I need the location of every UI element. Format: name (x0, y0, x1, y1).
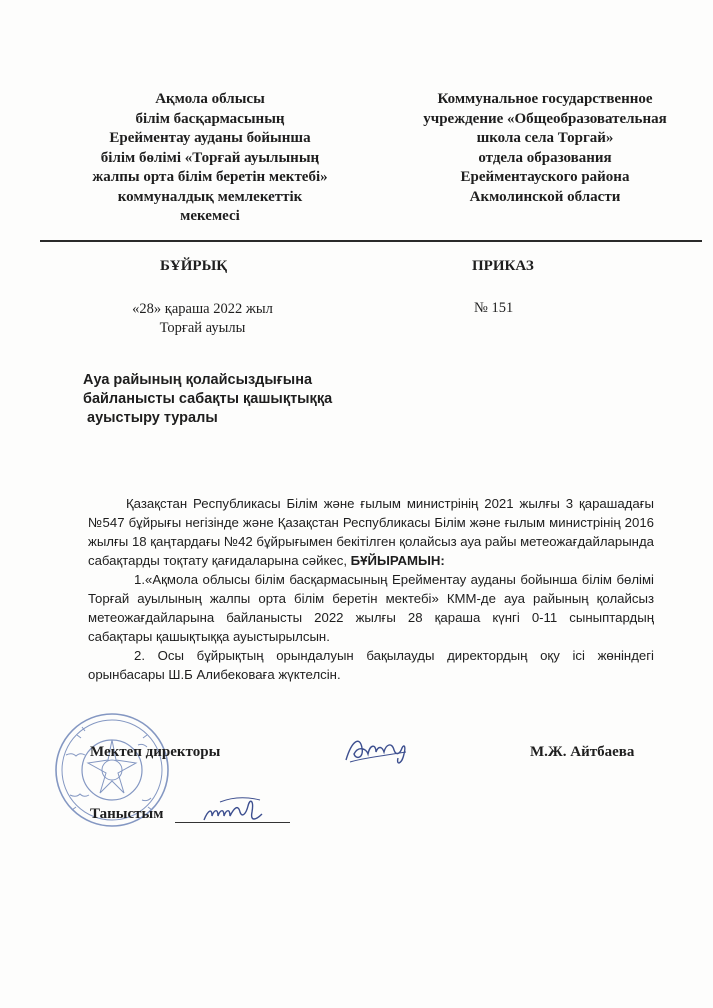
subject-line: ауыстыру туралы (83, 410, 218, 426)
acknowledged-signature-icon (200, 790, 270, 830)
director-label: Мектеп директоры (90, 744, 221, 760)
header-ru (395, 90, 695, 207)
body-paragraph-preamble (88, 494, 654, 570)
header-kz-line: коммуналдық мемлекеттік (117, 188, 303, 205)
body-paragraph-item-1: 1.«Ақмола облысы білім басқармасының Ерейментау ауданы бойынша білім бөлімі Торғай ауылының жалпы орта білім беретін мектебі» КММ-де ауа райының қолайсыз метеожағдайларына байланысты 2022 жылғы 28 қараша күнгі 0-11 сыныптардың сабақтары қашықтыққа ауыстырылсын. (88, 572, 654, 644)
order-number: № 151 (474, 300, 514, 316)
preamble-text: Қазақстан Республикасы Білім және ғылым министрінің 2021 жылғы 3 қарашадағы №547 бұйрығы негізінде және Қазақстан Республикасы Білім және ғылым министрінің 2016 жылғы 18 қаңтардағы №42 бұйрығымен бекітілген қолайсыз ауа райы метеожағдайларында сабақтарды тоқтату қағидаларына сәйкес, (88, 496, 654, 568)
header-kz-line: Ақмола облысы (155, 91, 265, 107)
director-signature-icon (342, 730, 412, 770)
header-ru-line: отдела образования (478, 149, 612, 166)
header-kz-line: жалпы орта білім беретін мектебі» (92, 169, 328, 185)
header-ru-line: Ерейментауского района (460, 169, 630, 185)
order-subject (83, 371, 383, 428)
order-date: «28» қараша 2022 жыл (132, 301, 273, 317)
header-kz (60, 90, 360, 227)
body-paragraph-item-2: 2. Осы бұйрықтың орындалуын бақылауды директордың оқу ісі жөніндегі орынбасары Ш.Б Алибековаға жүктелсін. (88, 648, 654, 682)
order-place: Торғай ауылы (159, 320, 246, 336)
order-body (88, 494, 654, 684)
header-ru-line: учреждение «Общеобразовательная (423, 110, 667, 127)
order-title-kz: БҰЙРЫҚ (160, 258, 228, 274)
order-command: БҰЙЫРАМЫН: (350, 553, 445, 568)
header-kz-line: білім бөлімі «Торғай ауылының (100, 149, 320, 166)
director-name: М.Ж. Айтбаева (530, 744, 635, 760)
order-date-block (115, 300, 290, 338)
header-divider (40, 240, 702, 242)
order-title-ru: ПРИКАЗ (472, 258, 534, 274)
header-kz-line: білім басқармасының (135, 110, 285, 127)
subject-line: Ауа райының қолайсыздығына (83, 372, 313, 388)
subject-line: байланысты сабақты қашықтыққа (83, 391, 333, 407)
header-ru-line: Акмолинской области (469, 188, 621, 205)
acknowledged-label: Таныстым (90, 806, 164, 822)
header-kz-line: мекемесі (180, 208, 240, 224)
header-ru-line: Коммунальное государственное (437, 91, 653, 107)
header-kz-line: Ерейментау ауданы бойынша (109, 130, 311, 146)
header-ru-line: школа села Торгай» (476, 130, 614, 146)
